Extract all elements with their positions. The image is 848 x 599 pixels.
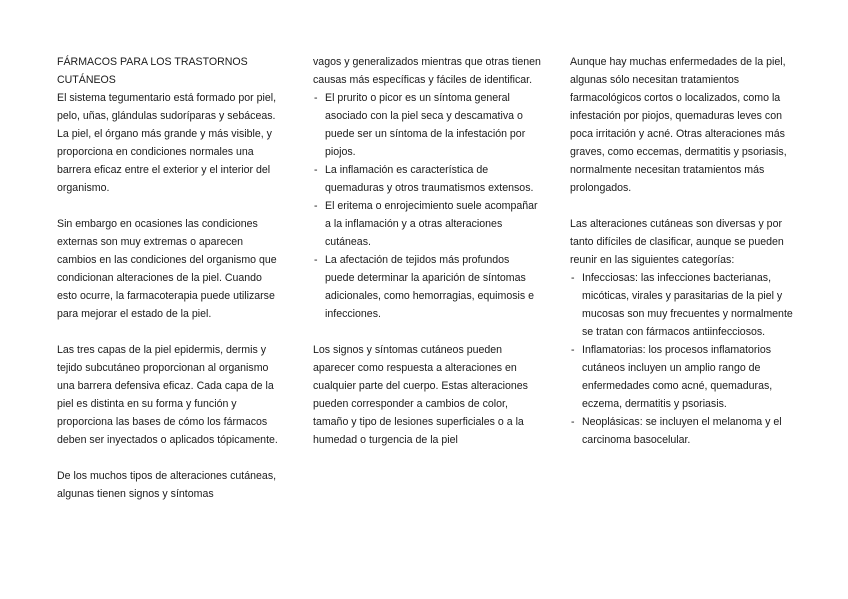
paragraph-categories-intro: Las alteraciones cutáneas son diversas y por tanto difíciles de clasificar, aunque se pueden reunir en las siguientes categorías: <box>570 218 784 266</box>
list-item: - El eritema o enrojecimiento suele acompañar a la inflamación y a otras alteraciones cutáneas. <box>313 197 541 251</box>
column-2 <box>313 53 541 449</box>
list-item: - Neoplásicas: se incluyen el melanoma y el carcinoma basocelular. <box>570 413 798 449</box>
column-1 <box>57 53 283 503</box>
symptom-list <box>313 89 541 323</box>
paragraph-external-conditions: Sin embargo en ocasiones las condiciones externas son muy extremas o aparecen cambios en las condiciones del organismo que condicionan alteraciones de la piel. Cuando esto ocurre, la farmacoterapia puede utilizarse para mejorar el estado de la piel. <box>57 218 277 320</box>
category-list <box>570 269 798 449</box>
list-item: - Inflamatorias: los procesos inflamatorios cutáneos incluyen un amplio rango de enfermedades como acné, quemaduras, eczema, dermatitis y psoriasis. <box>570 341 798 413</box>
paragraph-continued: vagos y generalizados mientras que otras tienen causas más específicas y fáciles de identificar. <box>313 56 541 86</box>
paragraph-signs-symptoms: Los signos y síntomas cutáneos pueden aparecer como respuesta a alteraciones en cualquier parte del cuerpo. Estas alteraciones pueden corresponder a cambios de color, tamaño y tipo de lesiones superficiales o a la humedad o turgencia de la piel <box>313 344 528 446</box>
paragraph-skin-layers: Las tres capas de la piel epidermis, dermis y tejido subcutáneo proporcionan al organismo una barrera defensiva eficaz. Cada capa de la piel es distinta en su forma y función y proporciona las bases de cómo los fármacos deben ser inyectados o aplicados tópicamente. <box>57 344 278 446</box>
paragraph-intro: El sistema tegumentario está formado por piel, pelo, uñas, glándulas sudoríparas y sebáceas. La piel, el órgano más grande y más visible, y proporciona en condiciones normales una barrera eficaz entre el exterior y el interior del organismo. <box>57 92 277 194</box>
list-item: - La afectación de tejidos más profundos puede determinar la aparición de síntomas adicionales, como hemorragias, equimosis e infecciones. <box>313 251 541 323</box>
list-item: - El prurito o picor es un síntoma general asociado con la piel seca y descamativa o puede ser un síntoma de la infestación por piojos. <box>313 89 541 161</box>
list-item: - Infecciosas: las infecciones bacterianas, micóticas, virales y parasitarias de la piel y mucosas son muy frecuentes y normalmente se tratan con fármacos antiinfecciosos. <box>570 269 798 341</box>
document-title: FÁRMACOS PARA LOS TRASTORNOS CUTÁNEOS <box>57 56 248 86</box>
paragraph-treatments: Aunque hay muchas enfermedades de la piel, algunas sólo necesitan tratamientos farmacológicos cortos o localizados, como la infestación por piojos, quemaduras leves con poca irritación y acné. Otras alteraciones más graves, como eccemas, dermatitis y psoriasis, normalmente necesitan tratamientos más prolongados. <box>570 56 787 194</box>
paragraph-alteration-types: De los muchos tipos de alteraciones cutáneas, algunas tienen signos y síntomas <box>57 470 277 500</box>
column-3 <box>570 53 798 449</box>
list-item: - La inflamación es característica de quemaduras y otros traumatismos extensos. <box>313 161 541 197</box>
